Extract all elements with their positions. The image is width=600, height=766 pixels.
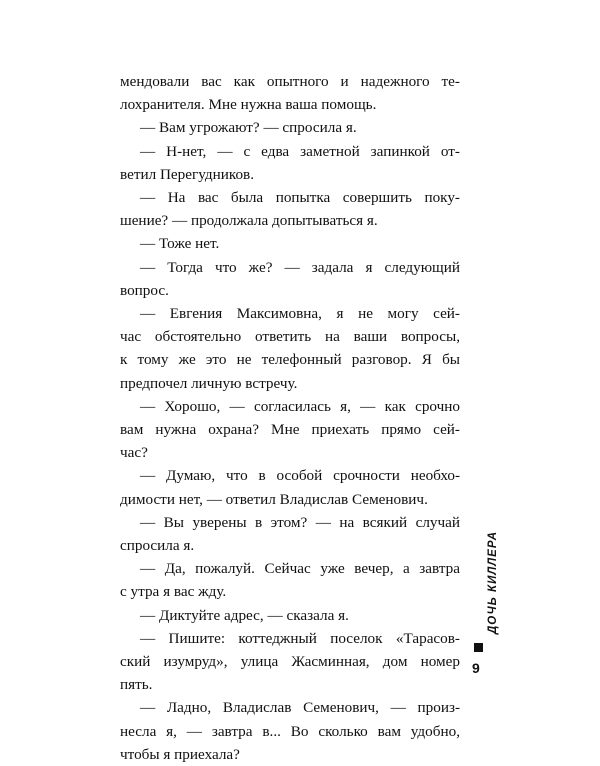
text-line: — Диктуйте адрес, — сказала я. <box>140 606 349 624</box>
text-line: ский изумруд», улица Жасминная, дом номер <box>120 653 460 671</box>
text-line: лохранителя. Мне нужна ваша помощь. <box>120 96 377 114</box>
text-line: — Да, пожалуй. Сейчас уже вечер, а завтра <box>140 560 460 578</box>
text-line: спросила я. <box>120 537 195 555</box>
text-line: — Ладно, Владислав Семенович, — произ- <box>140 699 460 717</box>
text-line: — Тогда что же? — задала я следующий <box>140 258 460 276</box>
running-title: ДОЧЬ КИЛЛЕРА <box>487 530 499 634</box>
text-line: мендовали вас как опытного и надежного те- <box>120 73 460 90</box>
text-line: шение? — продолжала допытываться я. <box>120 212 378 230</box>
text-line: чтобы я приехала? <box>120 745 240 763</box>
text-line: с утра я вас жду. <box>120 583 227 601</box>
text-line: ветил Перегудников. <box>120 165 255 183</box>
text-line: к тому же это не телефонный разговор. Я бы <box>120 351 460 369</box>
text-line: — Вы уверены в этом? — на всякий случай <box>140 513 460 531</box>
text-line: пять. <box>120 676 153 694</box>
text-line: — Вам угрожают? — спросила я. <box>140 119 357 137</box>
text-line: — Думаю, что в особой срочности необхо- <box>140 467 460 485</box>
text-line: несла я, — завтра в... Во сколько вам удобно, <box>120 722 460 740</box>
text-line: час? <box>120 444 148 462</box>
text-line: — Евгения Максимовна, я не могу сей- <box>140 305 460 323</box>
text-line: димости нет, — ответил Владислав Семенович. <box>120 490 428 508</box>
text-line: час обстоятельно ответить на ваши вопросы, <box>120 328 460 346</box>
text-line: вам нужна охрана? Мне приехать прямо сей- <box>120 421 460 439</box>
text-line: — Пишите: коттеджный поселок «Тарасов- <box>140 629 460 647</box>
square-marker <box>474 643 483 652</box>
text-line: — Хорошо, — согласилась я, — как срочно <box>140 397 460 415</box>
text-line: предпочел личную встречу. <box>120 374 298 392</box>
body-text <box>120 70 460 766</box>
page-number: 9 <box>472 660 480 676</box>
text-line: — Н-нет, — с едва заметной запинкой от- <box>140 142 460 160</box>
text-line: вопрос. <box>120 281 169 299</box>
text-line: — Тоже нет. <box>140 235 220 253</box>
text-line: — На вас была попытка совершить поку- <box>140 189 460 207</box>
